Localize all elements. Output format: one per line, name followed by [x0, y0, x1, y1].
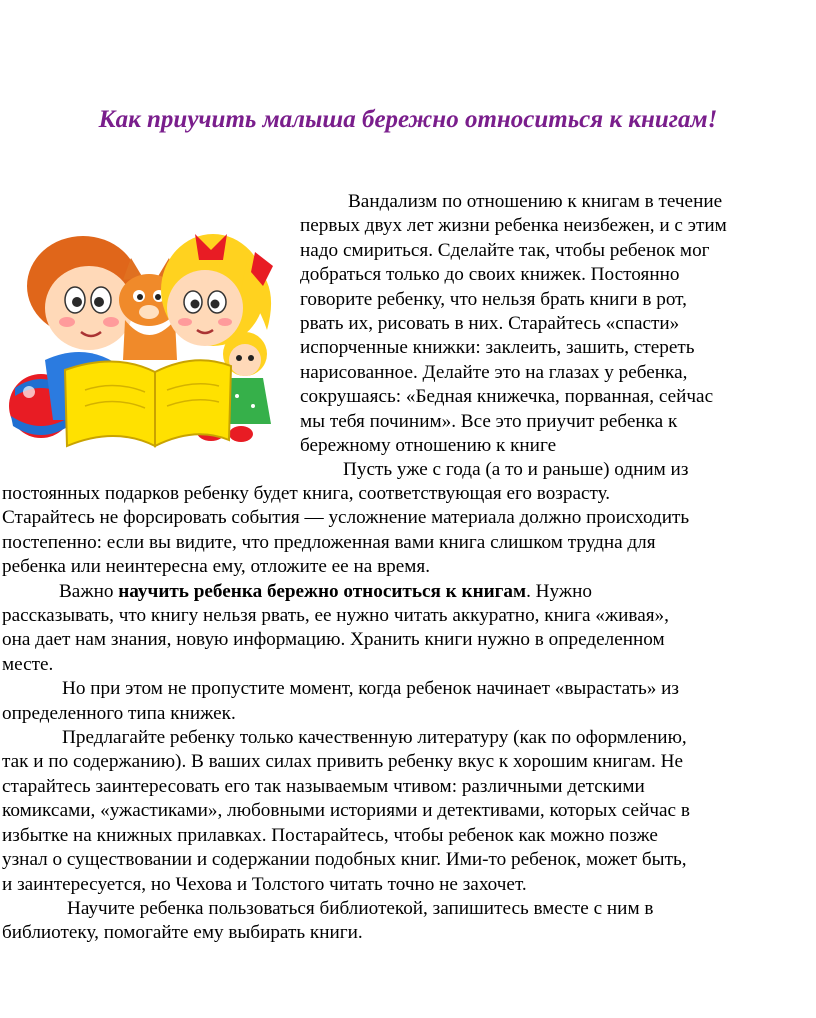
- paragraph-rest: . Нужно: [526, 580, 592, 602]
- text-line: постепенно: если вы видите, что предложенная вами книга слишком трудна для: [2, 531, 656, 553]
- text-line: месте.: [2, 653, 54, 675]
- paragraph-lead: Важно: [59, 580, 119, 602]
- girl-icon: [161, 234, 273, 346]
- text-line: бережному отношению к книге: [300, 435, 557, 457]
- text-line: избытке на книжных прилавках. Постарайтесь, чтобы ребенок как можно позже: [2, 824, 658, 846]
- text-line: так и по содержанию). В ваших силах привить ребенку вкус к хорошим книгам. Не: [2, 751, 684, 773]
- text-line: и заинтересуется, но Чехова и Толстого читать точно не захочет.: [2, 873, 527, 895]
- text-line: библиотеку, помогайте ему выбирать книги.: [2, 922, 363, 944]
- text-line: Вандализм по отношению к книгам в течение: [348, 191, 723, 212]
- text-line: постоянных подарков ребенку будет книга, соответствующая его возрасту.: [2, 483, 611, 504]
- text-line: узнал о существовании и содержании подобных книг. Ими-то ребенок, может быть,: [2, 849, 687, 871]
- text-line: определенного типа книжек.: [2, 702, 236, 724]
- text-line: добраться только до своих книжек. Постоянно: [300, 264, 680, 286]
- text-line: нарисованное. Делайте это на глазах у ребенка,: [300, 361, 688, 383]
- text-line: старайтесь заинтересовать его так называемым чтивом: различными детскими: [2, 775, 645, 797]
- text-line: рассказывать, что книгу нельзя рвать, ее нужно читать аккуратно, книга «живая»,: [2, 605, 669, 627]
- text-line: она дает нам знания, новую информацию. Хранить книги нужно в определенном: [2, 629, 665, 651]
- text-line: надо смириться. Сделайте так, чтобы ребенок мог: [300, 239, 710, 261]
- text-line: сокрушаясь: «Бедная книжечка, порванная, сейчас: [300, 386, 714, 408]
- bold-phrase: научить ребенка бережно относиться к книгам: [118, 580, 527, 602]
- text-line: Научите ребенка пользоваться библиотекой, запишитесь вместе с ним в: [67, 897, 654, 919]
- text-line: Пусть уже с года (а то и раньше) одним из: [343, 459, 689, 481]
- text-line: комиксами, «ужастиками», любовными историями и детективами, которых сейчас в: [2, 800, 690, 822]
- text-line: мы тебя починим». Все это приучит ребенка к: [300, 410, 678, 432]
- intro-paragraph: [300, 190, 800, 483]
- page-title: Как приучить малыша бережно относиться к книгам!: [98, 106, 718, 133]
- text-line: Предлагайте ребенку только качественную литературу (как по оформлению,: [62, 727, 687, 749]
- children-reading-book-icon: [5, 220, 295, 452]
- body-text: [2, 482, 808, 946]
- text-line: ребенка или неинтересна ему, отложите ее на время.: [2, 556, 430, 578]
- text-line: [2, 580, 808, 604]
- book-icon: [65, 360, 231, 446]
- text-line: говорите ребенку, что нельзя брать книги в рот,: [300, 288, 687, 310]
- text-line: первых двух лет жизни ребенка неизбежен, и с этим: [300, 215, 727, 237]
- text-line: рвать их, рисовать в них. Старайтесь «спасти»: [300, 313, 680, 335]
- text-line: Старайтесь не форсировать события — усложнение материала должно происходить: [2, 507, 690, 529]
- text-line: испорченные книжки: заклеить, зашить, стереть: [300, 337, 695, 359]
- text-line: Но при этом не пропустите момент, когда ребенок начинает «вырастать» из: [62, 678, 679, 700]
